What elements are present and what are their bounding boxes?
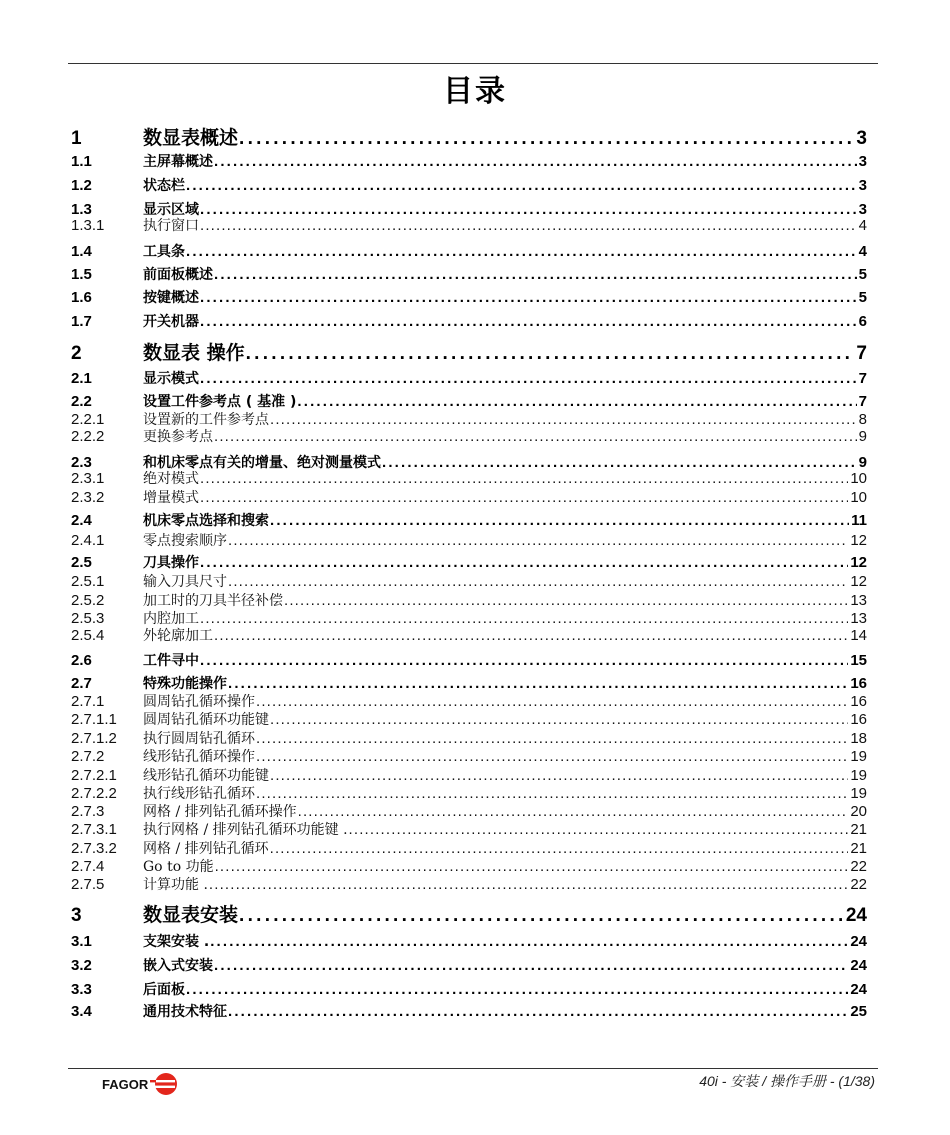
toc-dot-leader — [215, 858, 849, 875]
toc-entry-page: 10 — [850, 489, 867, 506]
toc-dot-leader — [256, 748, 848, 765]
toc-dot-leader — [214, 957, 848, 974]
toc-entry-number: 1.4 — [71, 243, 92, 260]
toc-entry-label: 设置新的工件参考点 — [143, 412, 269, 428]
toc-entry-number: 2.7 — [71, 675, 92, 692]
toc-entry-page: 14 — [850, 627, 867, 644]
toc-dot-leader — [270, 512, 849, 529]
toc-entry[interactable] — [71, 571, 867, 591]
toc-dot-leader — [186, 177, 857, 194]
toc-entry-page: 19 — [850, 767, 867, 784]
toc-dot-leader — [200, 217, 857, 234]
toc-entry[interactable] — [71, 175, 867, 195]
toc-entry-page: 22 — [850, 876, 867, 893]
toc-entry-number: 2.7.5 — [71, 876, 105, 893]
toc-entry-number: 3.3 — [71, 981, 92, 998]
toc-entry[interactable] — [71, 955, 867, 975]
toc-entry[interactable] — [71, 287, 867, 307]
toc-entry-number: 2.5.1 — [71, 573, 105, 590]
toc-entry-label: 线形钻孔循环功能键 — [143, 768, 269, 784]
toc-entry[interactable] — [71, 241, 867, 261]
toc-dot-leader — [214, 266, 857, 283]
toc-dot-leader — [228, 573, 848, 590]
toc-entry-number: 2.7.2.1 — [71, 767, 117, 784]
toc-entry[interactable] — [71, 391, 867, 411]
toc-entry[interactable] — [71, 552, 867, 572]
toc-dot-leader — [270, 840, 849, 857]
toc-entry[interactable] — [71, 590, 867, 610]
toc-entry-label: 和机床零点有关的增量、绝对测量模式 — [143, 455, 381, 471]
toc-entry-number: 2.7.4 — [71, 858, 105, 875]
toc-entry[interactable] — [71, 856, 867, 876]
toc-entry-label: 零点搜索顺序 — [143, 533, 227, 549]
toc-dot-leader — [214, 428, 857, 445]
toc-dot-leader — [228, 1003, 848, 1020]
toc-entry-label: Go to 功能 — [143, 859, 214, 875]
toc-entry[interactable] — [71, 900, 867, 927]
toc-entry-number: 3.4 — [71, 1003, 92, 1020]
toc-entry[interactable] — [71, 650, 867, 670]
toc-entry-label: 输入刀具尺寸 — [143, 574, 227, 590]
toc-entry-page: 19 — [850, 748, 867, 765]
toc-entry-label: 计算功能 . — [143, 877, 208, 893]
toc-entry-label: 数显表概述 — [143, 127, 239, 149]
toc-entry-page: 7 — [858, 393, 867, 410]
toc-entry-number: 2.7.2 — [71, 748, 105, 765]
toc-dot-leader — [270, 767, 848, 784]
top-rule — [68, 63, 878, 64]
toc-entry-number: 3.1 — [71, 933, 92, 950]
toc-entry-number: 2.7.1.2 — [71, 730, 117, 747]
logo-text: FAGOR — [102, 1076, 149, 1092]
toc-entry[interactable] — [71, 783, 867, 803]
toc-entry-label: 通用技术特征 — [143, 1004, 227, 1020]
toc-entry-number: 2.2.2 — [71, 428, 105, 445]
toc-entry-page: 3 — [856, 128, 867, 149]
toc-entry-number: 3.2 — [71, 957, 92, 974]
toc-entry-label: 增量模式 — [143, 490, 199, 506]
toc-entry-page: 19 — [850, 785, 867, 802]
toc-entry-label: 开关机器 — [143, 314, 199, 330]
toc-entry-number: 2.2.1 — [71, 411, 105, 428]
toc-entry-label: 绝对模式 — [143, 471, 199, 487]
toc-entry-page: 15 — [850, 652, 867, 669]
toc-entry[interactable] — [71, 530, 867, 550]
toc-dot-leader — [200, 554, 848, 571]
toc-entry-number: 2.3.2 — [71, 489, 105, 506]
toc-entry-number: 2.7.1 — [71, 693, 105, 710]
toc-entry-page: 10 — [850, 470, 867, 487]
toc-entry-label: 数显表 操作 — [143, 342, 245, 364]
toc-entry-label: 加工时的刀具半径补偿 — [143, 593, 283, 609]
toc-dot-leader — [200, 470, 848, 487]
toc-entry-number: 2.4.1 — [71, 532, 105, 549]
toc-entry[interactable] — [71, 709, 867, 729]
toc-entry-label: 工件寻中 — [143, 653, 199, 669]
toc-entry[interactable] — [71, 1001, 867, 1021]
toc-entry-label: 按键概述 — [143, 290, 199, 306]
toc-dot-leader — [214, 153, 857, 170]
toc-entry-number: 2.7.3.2 — [71, 840, 117, 857]
toc-dot-leader — [209, 876, 848, 893]
toc-dot-leader — [200, 370, 857, 387]
toc-entry[interactable] — [71, 838, 867, 858]
toc-entry-number: 2.5.2 — [71, 592, 105, 609]
toc-dot-leader — [210, 933, 848, 950]
toc-entry-label: 显示区域 — [143, 202, 199, 218]
toc-entry-number: 2.2 — [71, 393, 92, 410]
toc-entry-label: 机床零点选择和搜索 — [143, 513, 269, 529]
toc-entry-page: 9 — [858, 428, 867, 445]
fagor-emblem-icon — [150, 1072, 182, 1096]
toc-entry-label: 网格 / 排列钻孔循环操作 — [143, 804, 297, 820]
toc-dot-leader — [228, 532, 848, 549]
toc-entry[interactable] — [71, 123, 867, 150]
toc-entry-label: 外轮廓加工 — [143, 628, 213, 644]
toc-entry-number: 2.1 — [71, 370, 92, 387]
toc-entry-page: 22 — [850, 858, 867, 875]
toc-entry[interactable] — [71, 311, 867, 331]
toc-entry-page: 4 — [858, 217, 867, 234]
toc-entry-page: 16 — [850, 711, 867, 728]
toc-entry[interactable] — [71, 691, 867, 711]
toc-entry-label: 支架安装 . — [143, 934, 210, 950]
toc-entry-label: 显示模式 — [143, 371, 199, 387]
toc-entry-label: 前面板概述 — [143, 267, 213, 283]
toc-entry[interactable] — [71, 368, 867, 388]
toc-entry[interactable] — [71, 426, 867, 446]
toc-entry-number: 1.2 — [71, 177, 92, 194]
toc-entry-page: 18 — [850, 730, 867, 747]
toc-dot-leader — [349, 821, 849, 838]
toc-dot-leader — [239, 905, 844, 927]
toc-entry-label: 执行圆周钻孔循环 — [143, 731, 255, 747]
toc-entry-number: 1 — [71, 128, 82, 149]
toc-entry-label: 执行线形钻孔循环 — [143, 786, 255, 802]
toc-entry-page: 7 — [858, 370, 867, 387]
toc-entry[interactable] — [71, 264, 867, 284]
toc-entry-number: 2.7.1.1 — [71, 711, 117, 728]
toc-entry-number: 2.7.3.1 — [71, 821, 117, 838]
toc-entry-label: 更换参考点 — [143, 429, 213, 445]
toc-entry-number: 2.7.3 — [71, 803, 105, 820]
toc-entry-page: 25 — [850, 1003, 867, 1020]
toc-entry-label: 网格 / 排列钻孔循环 — [143, 841, 269, 857]
toc-dot-leader — [214, 627, 848, 644]
toc-entry-page: 12 — [850, 573, 867, 590]
toc-entry-page: 9 — [858, 454, 867, 471]
page-title: 目录 — [443, 74, 507, 109]
toc-dot-leader — [200, 313, 857, 330]
toc-entry-label: 圆周钻孔循环功能键 — [143, 712, 269, 728]
toc-entry[interactable] — [71, 487, 867, 507]
footer-manual-title: 40i - 安装 / 操作手册 - (1/38) — [699, 1073, 875, 1089]
toc-entry-label: 后面板 — [143, 982, 185, 998]
toc-dot-leader — [186, 243, 857, 260]
toc-entry-page: 21 — [850, 840, 867, 857]
toc-entry-page: 24 — [845, 905, 867, 926]
toc-entry-number: 2.5.3 — [71, 610, 105, 627]
toc-entry-page: 3 — [858, 177, 867, 194]
toc-entry[interactable] — [71, 510, 867, 530]
toc-dot-leader — [246, 343, 855, 365]
toc-entry-number: 2.3.1 — [71, 470, 105, 487]
toc-entry-page: 5 — [858, 289, 867, 306]
toc-entry-number: 2.3 — [71, 454, 92, 471]
toc-entry-page: 11 — [851, 512, 867, 529]
toc-entry-page: 24 — [850, 933, 867, 950]
toc-entry-label: 主屏幕概述 — [143, 154, 213, 170]
toc-entry-label: 圆周钻孔循环操作 — [143, 694, 255, 710]
toc-dot-leader — [297, 393, 856, 410]
toc-entry-page: 21 — [850, 821, 867, 838]
toc-entry-page: 24 — [850, 981, 867, 998]
toc-entry-page: 13 — [850, 592, 867, 609]
toc-entry-label: 线形钻孔循环操作 — [143, 749, 255, 765]
toc-dot-leader — [256, 730, 848, 747]
toc-dot-leader — [228, 675, 848, 692]
toc-dot-leader — [270, 711, 848, 728]
toc-entry-label: 设置工件参考点 ( 基准 ) — [143, 394, 297, 410]
toc-dot-leader — [186, 981, 848, 998]
toc-entry-label: 状态栏 — [143, 178, 185, 194]
toc-entry-page: 16 — [850, 675, 867, 692]
toc-entry-number: 1.3 — [71, 201, 92, 218]
toc-entry-page: 3 — [858, 201, 867, 218]
toc-entry-label: 数显表安装 — [143, 904, 239, 926]
toc-entry-number: 2.6 — [71, 652, 92, 669]
toc-entry-label: 嵌入式安装 — [143, 958, 213, 974]
toc-entry[interactable] — [71, 979, 867, 999]
toc-dot-leader — [298, 803, 849, 820]
toc-entry-page: 13 — [850, 610, 867, 627]
toc-entry-label: 内腔加工 — [143, 611, 199, 627]
fagor-logo — [102, 1072, 182, 1096]
toc-entry[interactable] — [71, 801, 867, 821]
bottom-rule — [68, 1068, 878, 1069]
toc-entry-page: 3 — [858, 153, 867, 170]
toc-entry-number: 2.5.4 — [71, 627, 105, 644]
toc-entry-page: 24 — [850, 957, 867, 974]
toc-entry-label: 刀具操作 — [143, 555, 199, 571]
toc-entry-number: 3 — [71, 905, 82, 926]
toc-entry-page: 6 — [858, 313, 867, 330]
toc-entry[interactable] — [71, 625, 867, 645]
toc-entry-number: 1.7 — [71, 313, 92, 330]
toc-entry-page: 5 — [858, 266, 867, 283]
toc-entry-page: 12 — [850, 532, 867, 549]
toc-entry-number: 2 — [71, 343, 82, 364]
toc-entry[interactable] — [71, 931, 867, 951]
toc-dot-leader — [200, 489, 848, 506]
toc-entry-label: 执行窗口 — [143, 218, 199, 234]
toc-entry-page: 4 — [858, 243, 867, 260]
toc-entry[interactable] — [71, 874, 867, 894]
toc-entry-number: 1.5 — [71, 266, 92, 283]
toc-entry-number: 1.6 — [71, 289, 92, 306]
toc-entry[interactable] — [71, 728, 867, 748]
toc-entry[interactable] — [71, 746, 867, 766]
toc-entry-page: 12 — [850, 554, 867, 571]
toc-entry[interactable] — [71, 468, 867, 488]
toc-dot-leader — [200, 289, 857, 306]
toc-dot-leader — [256, 693, 848, 710]
toc-dot-leader — [284, 592, 848, 609]
toc-entry-page: 20 — [850, 803, 867, 820]
toc-dot-leader — [256, 785, 848, 802]
toc-entry-page: 7 — [856, 343, 867, 364]
toc-dot-leader — [239, 128, 854, 150]
toc-dot-leader — [200, 652, 848, 669]
toc-entry-label: 特殊功能操作 — [143, 676, 227, 692]
toc-entry-page: 8 — [858, 411, 867, 428]
toc-entry-number: 2.7.2.2 — [71, 785, 117, 802]
toc-entry[interactable] — [71, 338, 867, 365]
toc-entry[interactable] — [71, 215, 867, 235]
toc-entry[interactable] — [71, 819, 867, 839]
toc-entry-number: 2.5 — [71, 554, 92, 571]
toc-entry-page: 16 — [850, 693, 867, 710]
toc-entry-label: 工具条 — [143, 244, 185, 260]
toc-entry-number: 2.4 — [71, 512, 92, 529]
toc-entry[interactable] — [71, 673, 867, 693]
toc-entry-number: 1.3.1 — [71, 217, 105, 234]
toc-entry-label: 执行网格 / 排列钻孔循环功能键 . — [143, 822, 348, 838]
toc-entry[interactable] — [71, 151, 867, 171]
toc-entry-number: 1.1 — [71, 153, 92, 170]
toc-entry[interactable] — [71, 765, 867, 785]
